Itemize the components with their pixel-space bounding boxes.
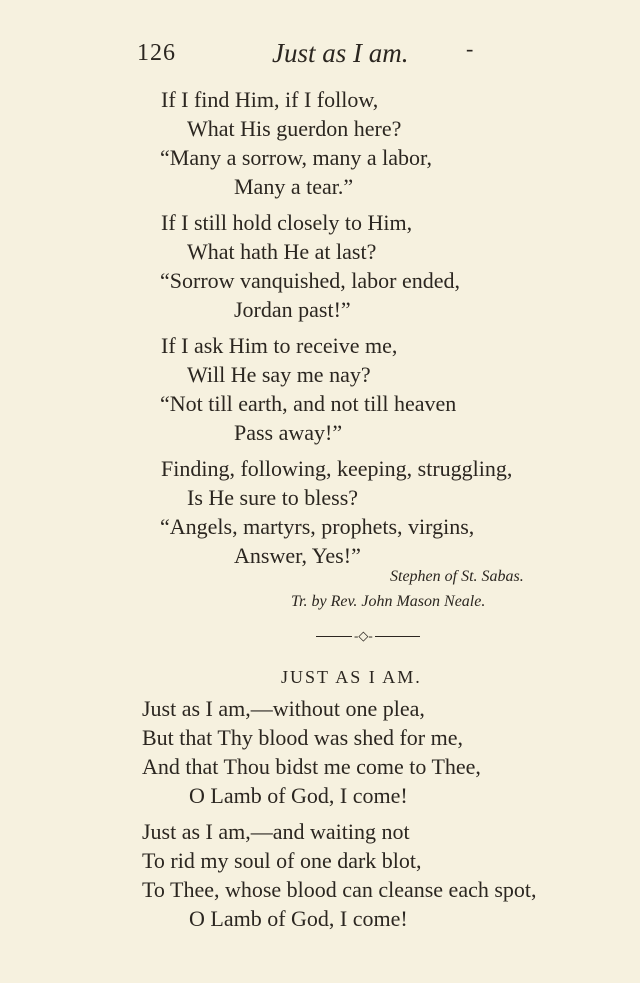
attribution-translator: Tr. by Rev. John Mason Neale. [291,593,486,610]
poem1-line: What His guerdon here? [187,116,402,141]
poem1-line: If I find Him, if I follow, [161,87,379,112]
divider-ornament: -◇- [354,628,373,643]
poem2-line: To Thee, whose blood can cleanse each spot, [142,877,537,902]
poem2-line: O Lamb of God, I come! [189,783,408,808]
poem2-line: Just as I am,—without one plea, [142,696,425,721]
poem1-line: Jordan past!” [234,297,351,322]
poem1-line: “Not till earth, and not till heaven [160,391,457,416]
poem1-line: Will He say me nay? [187,362,371,387]
poem1-line: Finding, following, keeping, struggling, [161,456,513,481]
poem1-line: Pass away!” [234,420,343,445]
poem-title: JUST AS I AM. [281,667,422,687]
poem1-line: “Sorrow vanquished, labor ended, [160,268,460,293]
poem1-line: Answer, Yes!” [234,543,361,568]
poem1-line: Is He sure to bless? [187,485,359,510]
poem2-line: Just as I am,—and waiting not [142,819,410,844]
poem1-line: “Many a sorrow, many a labor, [160,145,432,170]
page-number: 126 [137,40,176,66]
header-mark: - [466,36,474,61]
attribution-author: Stephen of St. Sabas. [390,568,524,585]
poem2-line: And that Thou bidst me come to Thee, [142,754,481,779]
poem1-line: “Angels, martyrs, prophets, virgins, [160,514,475,539]
poem2-line: O Lamb of God, I come! [189,906,408,931]
poem1-line: If I ask Him to receive me, [161,333,398,358]
poem2-line: But that Thy blood was shed for me, [142,725,463,750]
poem2-line: To rid my soul of one dark blot, [142,848,422,873]
poem1-line: What hath He at last? [187,239,377,264]
poem1-line: If I still hold closely to Him, [161,210,413,235]
running-title: Just as I am. [272,38,409,68]
poem1-line: Many a tear.” [234,174,354,199]
